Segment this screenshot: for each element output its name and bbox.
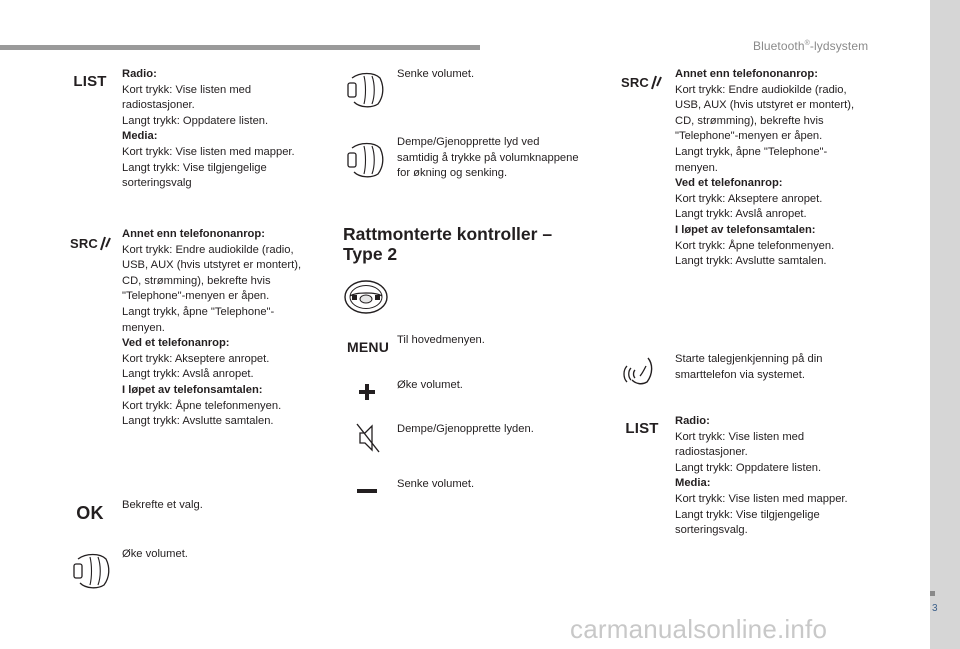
page-edge-tab bbox=[930, 0, 960, 649]
minus-description: Senke volumet. bbox=[397, 478, 475, 490]
menu-button-icon: MENU bbox=[346, 339, 390, 355]
src-description: Annet enn telefononanrop: Kort trykk: Endre audiokilde (radio, USB, AUX (hvis utstyret er montert), CD, strømming), bekrefte hvis "Telephone"-menyen er åpen. Langt trykk, åpne "Telephone"- menyen. Ved et telefonanrop: Kort trykk: Akseptere anropet. Langt trykk: Avslå anropet. I løpet av telefonsamtalen: Kort trykk: Åpne telefonmenyen. Langt trykk: Avslutte samtalen. bbox=[122, 228, 302, 428]
plus-icon bbox=[356, 381, 378, 403]
voice-description: Starte talegjenkjenning på din smarttelefon via systemet. bbox=[675, 353, 823, 381]
phone-handset-icon bbox=[649, 74, 663, 90]
list-button-icon: LIST bbox=[73, 72, 107, 90]
voice-recognition-icon bbox=[622, 352, 660, 388]
section-title: Rattmonterte kontroller – Type 2 bbox=[343, 224, 553, 264]
phone-handset-icon bbox=[98, 235, 112, 251]
list-description-2: Radio: Kort trykk: Vise listen med radiostasjoner. Langt trykk: Oppdatere listen. Media: Kort trykk: Vise listen med mapper. Langt trykk: Vise tilgjengelige sorteringsvalg. bbox=[675, 415, 848, 537]
src-description-2: Annet enn telefononanrop: Kort trykk: Endre audiokilde (radio, USB, AUX (hvis utstyret er montert), CD, strømming), bekrefte hvis "Telephone"-menyen er åpen. Langt trykk, åpne "Telephone"- menyen. Ved et telefonanrop: Kort trykk: Akseptere anropet. Langt trykk: Avslå anropet. I løpet av telefonsamtalen: Kort trykk: Åpne telefonmenyen. Langt trykk: Avslutte samtalen. bbox=[675, 68, 855, 268]
page-number: 3 bbox=[932, 603, 938, 614]
steering-wheel-icon bbox=[342, 278, 390, 316]
plus-description: Øke volumet. bbox=[397, 379, 463, 391]
minus-icon bbox=[354, 484, 380, 498]
list-button-icon-2: LIST bbox=[625, 419, 659, 437]
volume-down-wheel-icon bbox=[344, 70, 386, 110]
menu-description: Til hovedmenyen. bbox=[397, 334, 485, 346]
mute-speaker-icon bbox=[354, 420, 382, 456]
src-phone-button-icon-2: SRC bbox=[619, 72, 665, 92]
volume-up-description: Øke volumet. bbox=[122, 548, 188, 560]
ok-button-icon: OK bbox=[76, 502, 104, 523]
volume-up-wheel-icon bbox=[70, 551, 112, 591]
watermark: carmanualsonline.info bbox=[570, 614, 828, 644]
volume-down-description: Senke volumet. bbox=[397, 68, 475, 80]
page-marker bbox=[930, 591, 935, 596]
mute-wheel-icon bbox=[344, 140, 386, 180]
chapter-title: Bluetooth®-lydsystem bbox=[753, 39, 869, 53]
list-description: Radio: Kort trykk: Vise listen med radiostasjoner. Langt trykk: Oppdatere listen. Media: Kort trykk: Vise listen med mapper. Langt trykk: Vise tilgjengelige sorteringsvalg bbox=[122, 68, 295, 190]
header-rule bbox=[0, 45, 480, 50]
mute-description: Dempe/Gjenopprette lyd ved samtidig å trykke på volumknappene for økning og senking. bbox=[397, 136, 579, 180]
src-phone-button-icon: SRC bbox=[68, 233, 114, 253]
mute-sound-description: Dempe/Gjenopprette lyden. bbox=[397, 423, 534, 435]
ok-description: Bekrefte et valg. bbox=[122, 499, 203, 511]
